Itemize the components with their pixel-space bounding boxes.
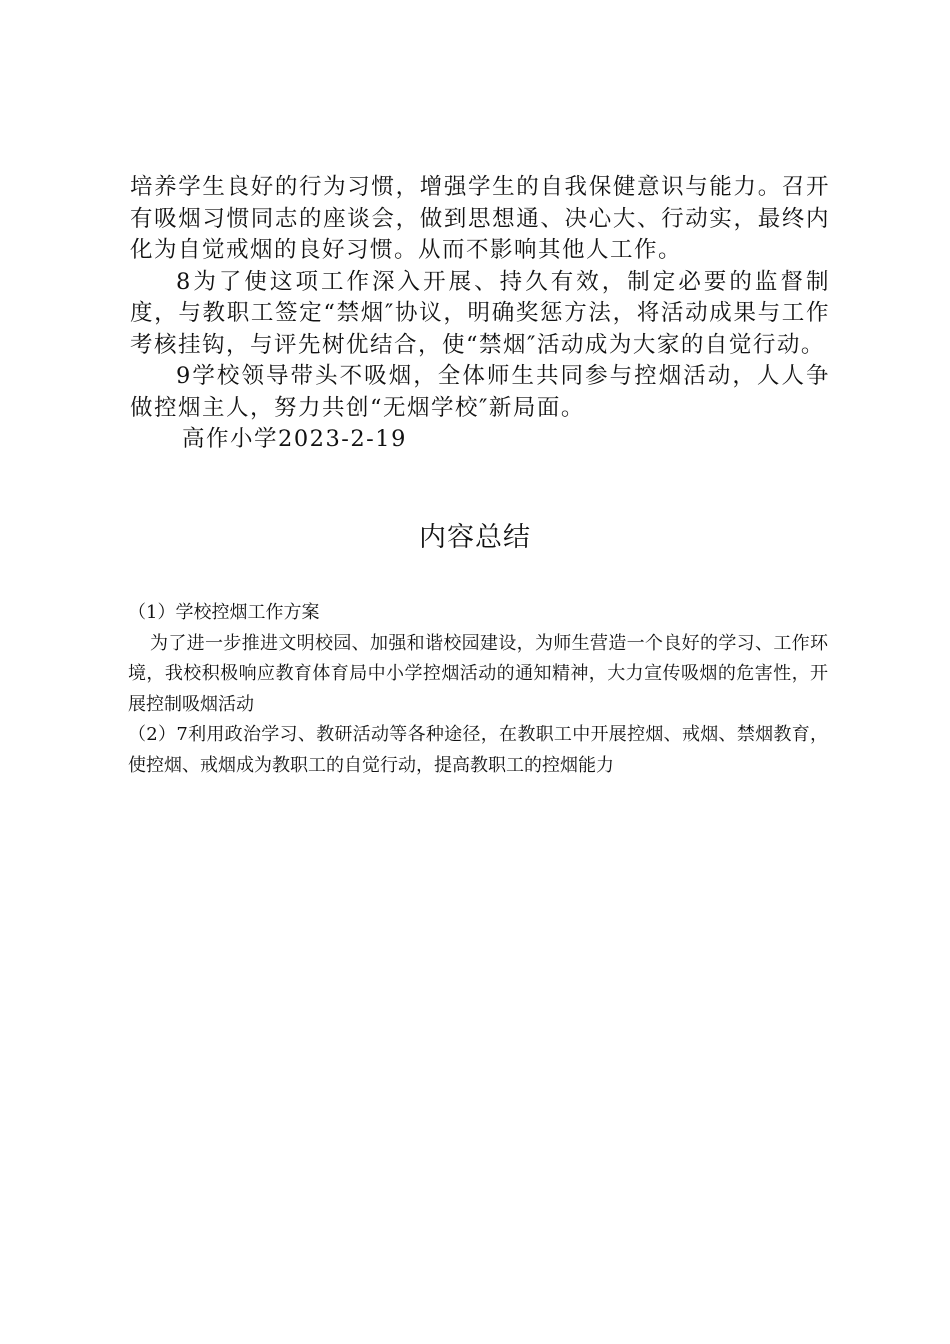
summary-item-1-heading: （1）学校控烟工作方案 (128, 602, 320, 623)
paragraph-supervision: 8为了使这项工作深入开展、持久有效，制定必要的监督制度，与教职工签定“禁烟″协议，明确奖惩方法，将活动成果与工作考核挂钩，与评先树优结合，使“禁烟″活动成为大家的自觉行动。 (130, 268, 830, 358)
summary-title: 内容总结 (419, 522, 531, 553)
signature-line: 高作小学2023-2-19 (182, 426, 407, 452)
paragraph-habits: 培养学生良好的行为习惯，增强学生的自我保健意识与能力。召开有吸烟习惯同志的座谈会，做到思想通、决心大、行动实，最终内化为自觉戒烟的良好习惯。从而不影响其他人工作。 (130, 174, 830, 263)
summary-item-2: （2）7利用政治学习、教研活动等各种途径，在教职工中开展控烟、戒烟、禁烟教育，使控烟、戒烟成为教职工的自觉行动，提高教职工的控烟能力 (128, 724, 828, 776)
paragraph-leadership: 9学校领导带头不吸烟，全体师生共同参与控烟活动，人人争做控烟主人，努力共创“无烟学校″新局面。 (130, 363, 830, 421)
summary-text (128, 598, 828, 781)
body-text (130, 172, 830, 456)
summary-item-1-body: 为了进一步推进文明校园、加强和谐校园建设，为师生营造一个良好的学习、工作环境，我校积极响应教育体育局中小学控烟活动的通知精神，大力宣传吸烟的危害性，开展控制吸烟活动 (128, 632, 828, 715)
